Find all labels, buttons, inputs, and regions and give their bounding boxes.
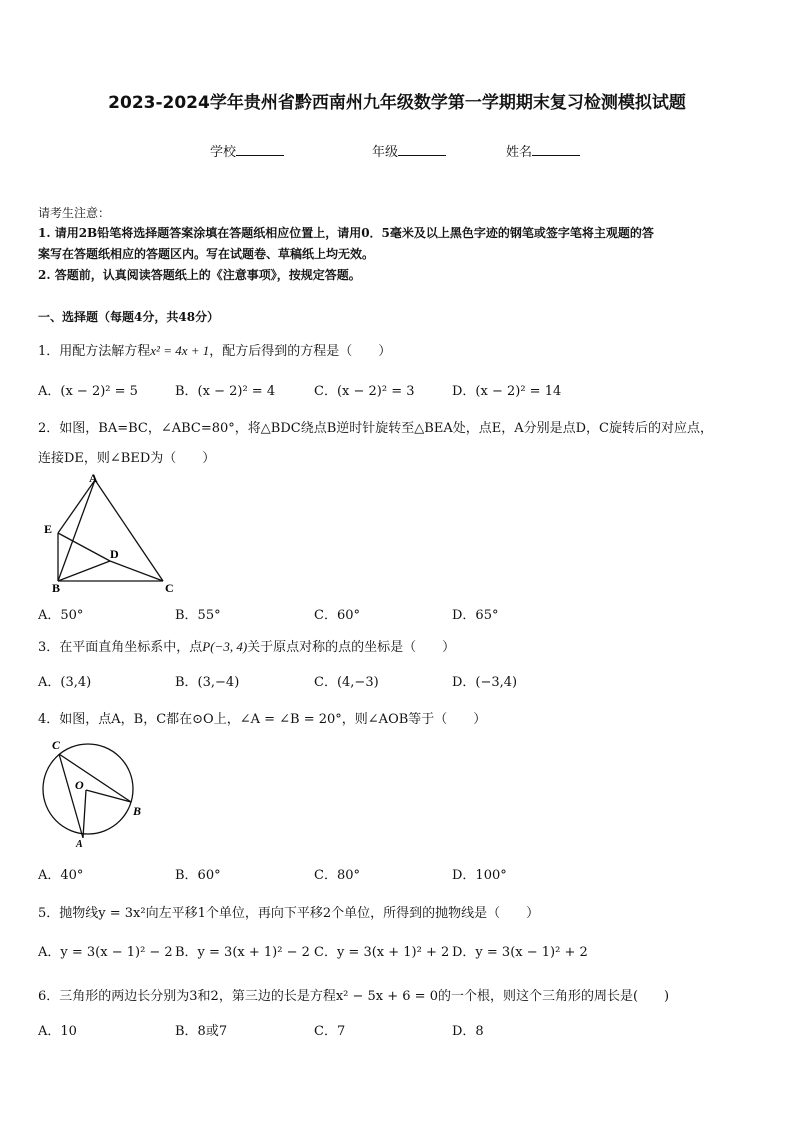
q5-option-b[interactable]: B．y = 3(x + 1)² − 2 xyxy=(175,945,310,960)
figure-label-c: C xyxy=(165,581,174,594)
q3-option-d[interactable]: D．(−3,4) xyxy=(452,675,518,690)
q2-option-c[interactable]: C．60° xyxy=(314,608,360,623)
q4-circle-figure xyxy=(36,736,152,848)
q1-option-d[interactable]: D．(x − 2)² = 14 xyxy=(452,384,562,399)
question-2: 2．如图，BA=BC，∠ABC=80°，将△BDC绕点B逆时针旋转至△BEA处，点E，A分别是点D，C旋转后的对应点， xyxy=(38,421,713,436)
figure-label-o: O xyxy=(75,778,84,792)
notice-item-1: 1. 请用2B铅笔将选择题答案涂填在答题纸相应位置上，请用0．5毫米及以上黑色字迹的钢笔或签字笔将主观题的答 xyxy=(38,226,654,240)
figure-label-a: A xyxy=(76,839,83,848)
question-3: 3．在平面直角坐标系中，点P(−3, 4)关于原点对称的点的坐标是（ ） xyxy=(38,639,456,655)
q2-option-d[interactable]: D．65° xyxy=(452,608,499,623)
figure-label-a: A xyxy=(89,471,98,485)
q3-option-a[interactable]: A．(3,4) xyxy=(38,675,92,690)
question-6: 6．三角形的两边长分别为3和2，第三边的长是方程x² − 5x + 6 = 0的一个根，则这个三角形的周长是( ) xyxy=(38,989,670,1004)
q2-option-a[interactable]: A．50° xyxy=(38,608,84,623)
q5-option-a[interactable]: A．y = 3(x − 1)² − 2 xyxy=(38,945,173,960)
q4-option-d[interactable]: D．100° xyxy=(452,868,507,883)
q2-triangle-figure xyxy=(40,470,190,594)
q3-option-b[interactable]: B．(3,−4) xyxy=(175,675,240,690)
q6-option-d[interactable]: D．8 xyxy=(452,1024,484,1039)
q1-option-c[interactable]: C．(x − 2)² = 3 xyxy=(314,384,415,399)
figure-label-b: B xyxy=(133,804,142,818)
q1-option-b[interactable]: B．(x − 2)² = 4 xyxy=(175,384,276,399)
q6-option-c[interactable]: C．7 xyxy=(314,1024,346,1039)
q5-option-d[interactable]: D．y = 3(x − 1)² + 2 xyxy=(452,945,588,960)
grade-field[interactable]: 年级 xyxy=(372,141,446,160)
page-title: 2023-2024学年贵州省黔西南州九年级数学第一学期期末复习检测模拟试题 xyxy=(108,93,686,113)
figure-label-e: E xyxy=(44,522,53,536)
q5-option-c[interactable]: C．y = 3(x + 1)² + 2 xyxy=(314,945,450,960)
school-field[interactable]: 学校 xyxy=(210,141,284,160)
notice-item-2: 2. 答题前，认真阅读答题纸上的《注意事项》，按规定答题。 xyxy=(38,268,361,282)
q6-option-b[interactable]: B．8或7 xyxy=(175,1024,228,1039)
q1-option-a[interactable]: A．(x − 2)² = 5 xyxy=(38,384,138,399)
q2-option-b[interactable]: B．55° xyxy=(175,608,221,623)
figure-label-b: B xyxy=(52,581,61,594)
q4-option-a[interactable]: A．40° xyxy=(38,868,84,883)
q4-option-c[interactable]: C．80° xyxy=(314,868,360,883)
notice-item-1-cont: 案写在答题纸相应的答题区内。写在试题卷、草稿纸上均无效。 xyxy=(38,247,375,261)
section-heading: 一、选择题（每题4分，共48分） xyxy=(38,310,220,324)
question-5: 5．抛物线y = 3x²向左平移1个单位，再向下平移2个单位，所得到的抛物线是（ ） xyxy=(38,906,540,921)
q4-option-b[interactable]: B．60° xyxy=(175,868,221,883)
question-4: 4．如图，点A，B，C都在⊙O上，∠A = ∠B = 20°，则∠AOB等于（ ） xyxy=(38,712,487,727)
q6-option-a[interactable]: A．10 xyxy=(38,1024,77,1039)
figure-label-c: C xyxy=(52,738,61,752)
figure-label-d: D xyxy=(110,547,119,561)
notice-heading: 请考生注意： xyxy=(38,206,111,220)
name-field[interactable]: 姓名 xyxy=(506,141,580,160)
q3-option-c[interactable]: C．(4,−3) xyxy=(314,675,379,690)
question-2-cont: 连接DE，则∠BED为（ ） xyxy=(38,451,216,466)
question-1: 1．用配方法解方程x² = 4x + 1，配方后得到的方程是（ ） xyxy=(38,343,392,359)
